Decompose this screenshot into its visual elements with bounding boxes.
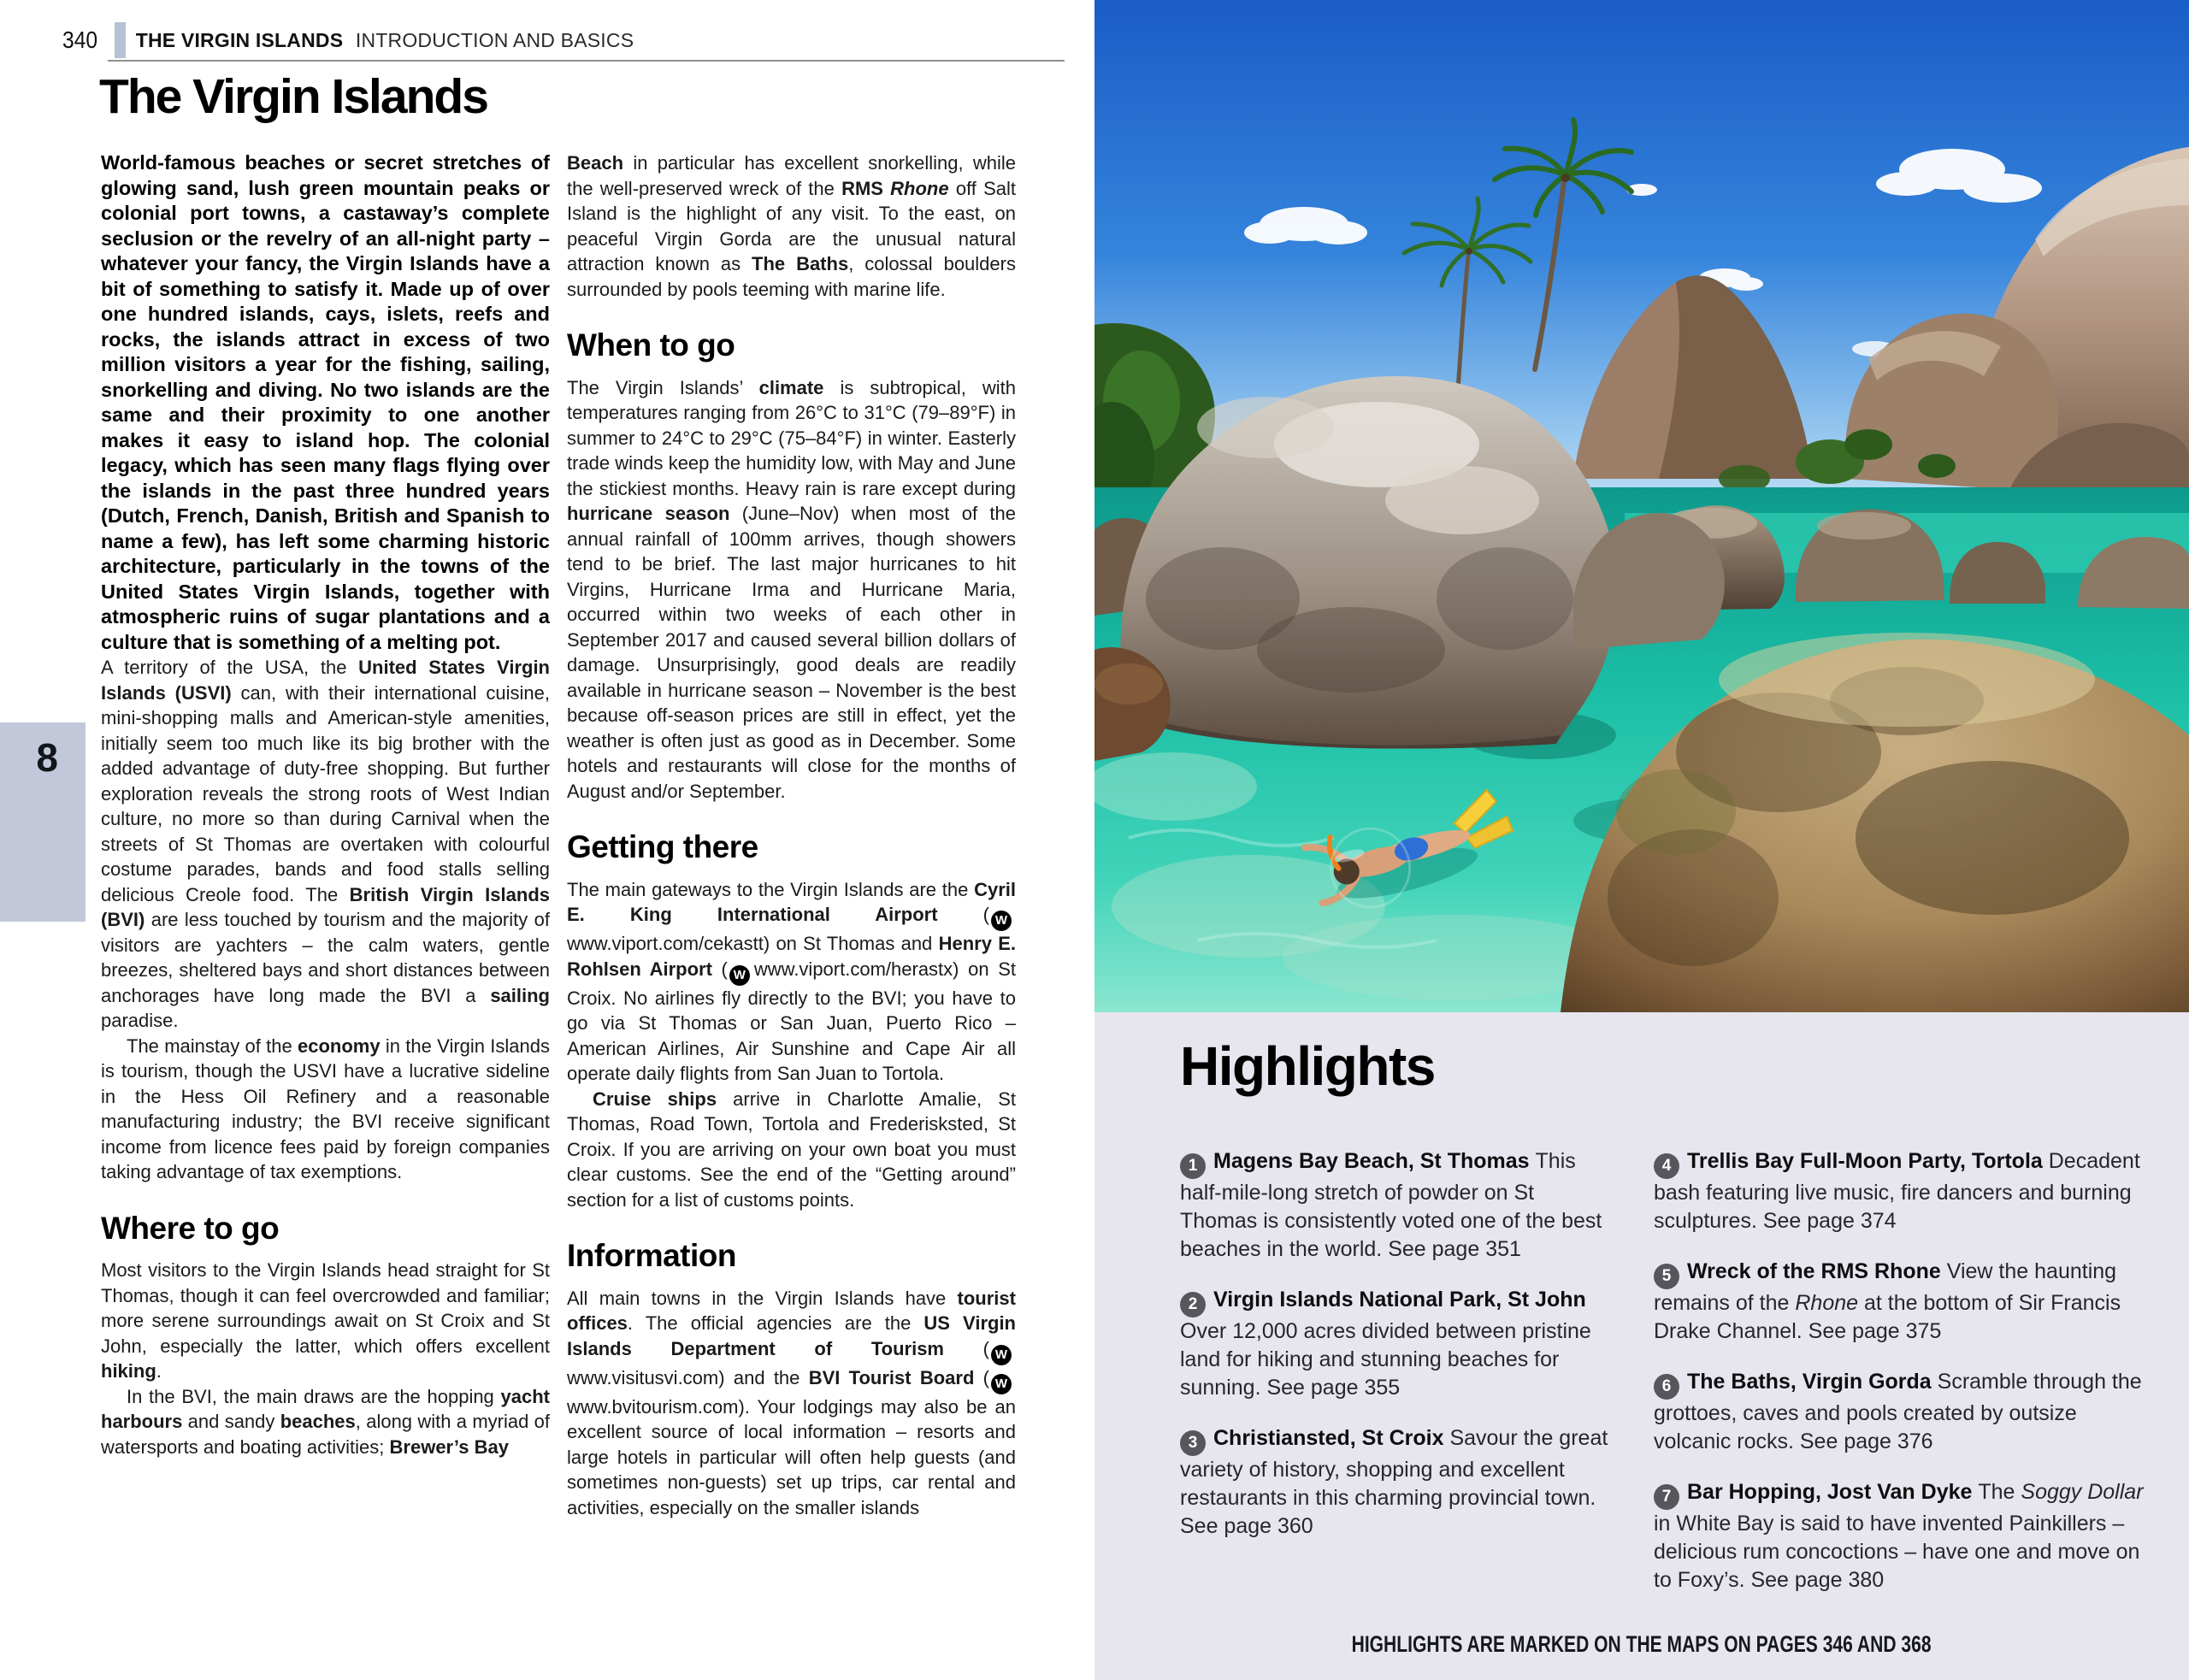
highlights-column-1	[1180, 1147, 1614, 1617]
paragraph: In the BVI, the main draws are the hopping yacht harbours and sandy beaches, along with a myriad of watersports and boating activities; Brewer’s Bay	[101, 1385, 550, 1458]
page-title: The Virgin Islands	[99, 69, 487, 124]
paragraph: All main towns in the Virgin Islands have tourist offices. The official agencies are the US Virgin Islands Department of Tourism ( Wwww.visitusvi.com) and the BVI Tourist Board ( Wwww.bvitourism.com). Your lodgings may also be an excellent source of local information – resorts and large hotels in particular will often help guests (and sometimes non-guests) set up trips, car rental and activities, especially on the smaller islands	[567, 1287, 1016, 1518]
paragraph: Most visitors to the Virgin Islands head straight for St Thomas, though it can feel overcrowded and familiar; more serene surroundings await on St Croix and St John, especially the latter, which offers excellent hiking.	[101, 1259, 550, 1382]
section-heading-getting-there: Getting there	[567, 829, 758, 864]
chapter-tab: 8	[0, 722, 86, 922]
section-heading-information: Information	[567, 1238, 736, 1273]
header-rule	[108, 60, 1065, 62]
highlight-number-badge: 6	[1654, 1374, 1679, 1400]
highlight-number-badge: 7	[1654, 1484, 1679, 1510]
paragraph: Cruise ships arrive in Charlotte Amalie, St Thomas, Road Town, Tortola and Frederisksted, St Croix. If you are arriving on your own boat you must clear customs. See the end of the “Getting around” section for a list of customs points.	[567, 1088, 1016, 1211]
highlight-number-badge: 1	[1180, 1153, 1206, 1179]
paragraph: The main gateways to the Virgin Islands are the Cyril E. King International Airport ( Wwww.viport.com/cekastt) on St Thomas and Henry E. Rohlsen Airport ( W www.viport.com/herastx) on St Croix. No airlines fly directly to the BVI; you have to go via St Thomas or San Juan, Puerto Rico – American Airlines, Air Sunshine and Cape Air all operate daily flights from San Juan to Tortola.	[567, 878, 1016, 1084]
intro-paragraph: World-famous beaches or secret stretches of glowing sand, lush green mountain peaks or colonial port towns, a castaway’s complete seclusion or the revelry of an all-night party – whatever your fancy, the Virgin Islands have a bit of something to satisfy it. Made up of over one hundred islands, cays, islets, reefs and rocks, the islands attract in excess of two million visitors a year for the fishing, sailing, snorkelling and diving. No two islands are the same and their proximity to one another makes it easy to island hop. The colonial legacy, which has seen many flags flying over the islands in the past three hundred years (Dutch, French, Danish, British and Spanish to name a few), has left some charming historic architecture, particularly in the towns of the United States Virgin Islands, together with atmospheric ruins of sugar plantations and a culture that is something of a melting pot.	[101, 151, 550, 653]
highlight-number-badge: 2	[1180, 1292, 1206, 1317]
body-columns	[101, 150, 1016, 1520]
text-column-1	[101, 150, 550, 1520]
highlight-text: Magens Bay Beach, St Thomas This half-mile-long stretch of powder on St Thomas is consistently voted one of the best beaches in the world. See page 351	[1180, 1149, 1602, 1261]
page-number: 340	[62, 27, 98, 53]
highlight-item	[1180, 1147, 1614, 1264]
highlights-title: Highlights	[1180, 1035, 1435, 1097]
highlight-item	[1654, 1368, 2146, 1456]
running-header	[136, 29, 634, 52]
web-icon: W	[729, 965, 750, 986]
highlight-text: Bar Hopping, Jost Van Dyke The Soggy Dollar in White Bay is said to have invented Painkillers – delicious rum concoctions – have one and move on to Foxy’s. See page 380	[1654, 1480, 2144, 1592]
highlight-number-badge: 4	[1654, 1153, 1679, 1179]
web-icon: W	[991, 1374, 1012, 1394]
baths-photo	[1094, 0, 2189, 1012]
highlight-item	[1654, 1478, 2146, 1595]
highlights-columns	[1180, 1147, 2146, 1617]
highlights-footer	[1094, 1631, 2189, 1658]
section-heading-when-to-go: When to go	[567, 327, 735, 363]
highlights-panel	[1094, 1012, 2189, 1680]
highlight-text: Virgin Islands National Park, St John Over 12,000 acres divided between pristine land for hiking and stunning beaches for sunning. See page 355	[1180, 1288, 1591, 1400]
running-header-section: INTRODUCTION AND BASICS	[355, 28, 634, 51]
highlights-column-2	[1654, 1147, 2146, 1617]
highlight-item	[1654, 1147, 2146, 1235]
paragraph: A territory of the USA, the United States Virgin Islands (USVI) can, with their international cuisine, mini-shopping malls and American-style amenities, initially seem too much like its big brother with the added advantage of duty-free shopping. But further exploration reveals the strong roots of West Indian culture, no more so than during Carnival when the streets of St Thomas are overtaken with colourful costume parades, bands and food stalls selling delicious Creole food. The British Virgin Islands (BVI) are less touched by tourism and the majority of visitors are yachters – the calm waters, gentle breezes, sheltered bays and short distances between anchorages have long made the BVI a sailing paradise.	[101, 657, 550, 1031]
running-header-chapter: THE VIRGIN ISLANDS	[135, 28, 344, 51]
text-column-2	[567, 150, 1016, 1520]
page-header	[62, 21, 634, 60]
highlight-number-badge: 5	[1654, 1264, 1679, 1289]
highlight-item	[1180, 1286, 1614, 1402]
web-icon: W	[991, 911, 1012, 931]
highlight-text: The Baths, Virgin Gorda Scramble through the grottoes, caves and pools created by outsize volcanic rocks. See page 376	[1654, 1370, 2142, 1453]
highlight-text: Trellis Bay Full-Moon Party, Tortola Decadent bash featuring live music, fire dancers and burning sculptures. See page 374	[1654, 1149, 2140, 1233]
highlight-text: Christiansted, St Croix Savour the great variety of history, shopping and excellent restaurants in this charming provincial town. See page 360	[1180, 1426, 1608, 1538]
header-accent-bar	[115, 22, 126, 58]
highlight-number-badge: 3	[1180, 1430, 1206, 1456]
web-icon: W	[991, 1345, 1012, 1365]
highlight-item	[1654, 1258, 2146, 1346]
highlight-text: Wreck of the RMS Rhone View the haunting remains of the Rhone at the bottom of Sir Francis Drake Channel. See page 375	[1654, 1259, 2121, 1343]
baths-photo-illustration	[1094, 0, 2189, 1012]
paragraph: Beach in particular has excellent snorkelling, while the well-preserved wreck of the RMS Rhone off Salt Island is the highlight of any visit. To the east, on peaceful Virgin Gorda are the unusual natural attraction known as The Baths, colossal boulders surrounded by pools teeming with marine life.	[567, 152, 1017, 300]
paragraph: The mainstay of the economy in the Virgin Islands is tourism, though the USVI have a lucrative sideline in the Hess Oil Refinery and a reasonable manufacturing industry; the BVI receive significant income from licence fees paid by foreign companies taking advantage of tax exemptions.	[101, 1035, 550, 1182]
section-heading-where-to-go: Where to go	[101, 1210, 280, 1246]
highlights-footer-text: HIGHLIGHTS ARE MARKED ON THE MAPS ON PAGES 346 AND 368	[1352, 1631, 1932, 1657]
highlight-item	[1180, 1424, 1614, 1541]
paragraph: The Virgin Islands’ climate is subtropical, with temperatures ranging from 26°C to 31°C (79–89°F) in summer to 24°C to 29°C (75–84°F) in winter. Easterly trade winds keep the humidity low, with May and June the stickiest months. Heavy rain is rare except during hurricane season (June–Nov) when most of the annual rainfall of 100mm arrives, though showers tend to be brief. The last major hurricanes to hit Virgins, Hurricane Irma and Hurricane Maria, occurred within two weeks of each other in September 2017 and caused several billion dollars of damage. Unsurprisingly, good deals are readily available in hurricane season – November is the best because off-season prices are still in effect, yet the weather is often just as good as in December. Some hotels and restaurants will close for the months of August and/or September.	[567, 376, 1017, 802]
